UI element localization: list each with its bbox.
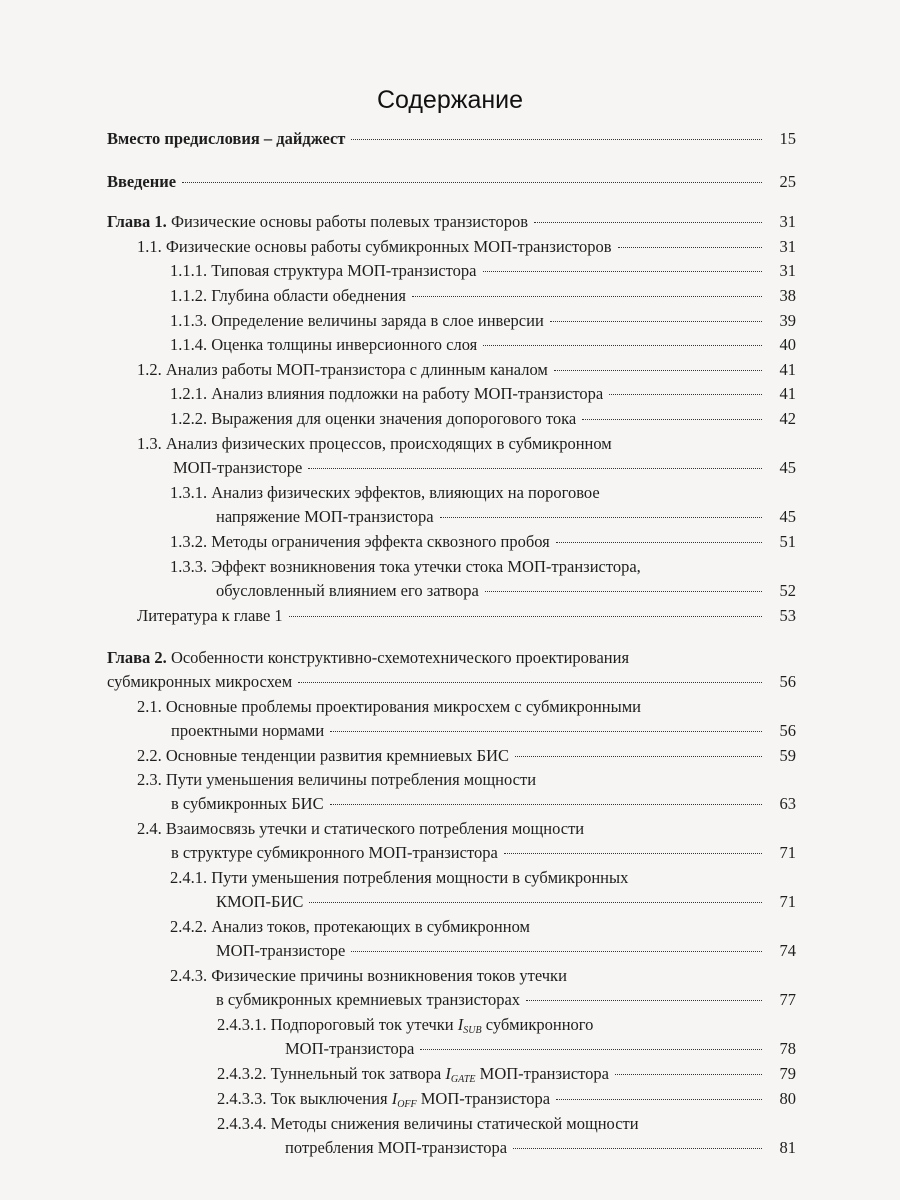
entry-title: Особенности конструктивно-схемотехнического проектирования [166, 648, 630, 667]
toc-entry [170, 964, 796, 1012]
entry-title-continued: в субмикронных БИС [171, 794, 324, 813]
page-number: 40 [779, 335, 796, 354]
page-number: 59 [779, 746, 796, 765]
toc-entry [170, 530, 796, 554]
page-number: 31 [779, 237, 796, 256]
entry-title: 2.4.2. Анализ токов, протекающих в субмикронном [170, 917, 530, 936]
current-symbol: I [457, 1015, 464, 1034]
current-symbol: I [391, 1089, 398, 1108]
entry-title: 1.3.2. Методы ограничения эффекта сквозного пробоя [170, 532, 550, 551]
entry-title: Вместо предисловия – дайджест [107, 129, 346, 148]
toc-entry [170, 481, 796, 529]
toc-entry [170, 309, 796, 333]
page-number: 56 [779, 721, 796, 740]
toc-entry [170, 555, 796, 603]
entry-title: 2.4.3.2. Туннельный ток затвора [217, 1064, 446, 1083]
entry-title: 1.2. Анализ работы МОП-транзистора с длинным каналом [137, 360, 548, 379]
page-number: 45 [779, 458, 796, 477]
entry-title-continued: МОП-транзисторе [173, 458, 303, 477]
toc-entry [107, 127, 796, 151]
entry-title: Введение [107, 172, 177, 191]
page-number: 81 [779, 1138, 796, 1157]
page-number: 25 [779, 172, 796, 191]
toc-entry [137, 358, 796, 382]
page-number: 42 [779, 409, 796, 428]
page-number: 52 [779, 581, 796, 600]
entry-title: 1.2.2. Выражения для оценки значения допорогового тока [170, 409, 577, 428]
toc-entry [217, 1062, 796, 1086]
entry-title: 2.4.1. Пути уменьшения потребления мощности в субмикронных [170, 868, 629, 887]
page-title: Содержание [376, 86, 524, 114]
entry-title: 2.1. Основные проблемы проектирования микросхем с субмикронными [137, 697, 641, 716]
entry-title: 1.2.1. Анализ влияния подложки на работу МОП-транзистора [170, 384, 604, 403]
toc-entry [137, 744, 796, 768]
page-number: 41 [779, 384, 796, 403]
entry-title: 2.4.3.4. Методы снижения величины статической мощности [217, 1114, 639, 1133]
entry-title: 1.1.1. Типовая структура МОП-транзистора [170, 261, 477, 280]
chapter-label: Глава 1. [107, 212, 167, 231]
toc-entry [137, 768, 796, 816]
toc-entry [170, 259, 796, 283]
page-number: 79 [779, 1064, 796, 1083]
page-number: 77 [779, 990, 796, 1009]
toc-entry [137, 695, 796, 743]
toc-entry [170, 407, 796, 431]
page-number: 39 [779, 311, 796, 330]
entry-title: 2.4.3.3. Ток выключения [217, 1089, 392, 1108]
entry-title-continued: МОП-транзистора [285, 1039, 415, 1058]
current-subscript: OFF [397, 1099, 417, 1110]
toc-entry [107, 170, 796, 194]
page-number: 31 [779, 261, 796, 280]
toc-entry [137, 817, 796, 865]
toc-entry [137, 235, 796, 259]
entry-title-continued: МОП-транзисторе [216, 941, 346, 960]
entry-title-continued: потребления МОП-транзистора [285, 1138, 508, 1157]
toc-entry-chapter [107, 210, 796, 234]
entry-title: 2.4.3.1. Подпороговый ток утечки [217, 1015, 458, 1034]
entry-title: 2.4.3. Физические причины возникновения токов утечки [170, 966, 567, 985]
page-number: 41 [779, 360, 796, 379]
toc-entry-chapter [107, 646, 796, 694]
toc-entry [217, 1112, 796, 1160]
page-number: 56 [779, 672, 796, 691]
entry-title-continued: напряжение МОП-транзистора [216, 507, 434, 526]
current-symbol: I [445, 1064, 451, 1083]
toc-entry [217, 1013, 796, 1061]
toc-entry [170, 866, 796, 914]
entry-title: 1.3. Анализ физических процессов, происходящих в субмикронном [137, 434, 612, 453]
entry-title-continued: обусловленный влиянием его затвора [216, 581, 479, 600]
toc-entry [170, 382, 796, 406]
entry-title: 2.4. Взаимосвязь утечки и статического потребления мощности [137, 819, 585, 838]
page-number: 38 [779, 286, 796, 305]
entry-title: Физические основы работы полевых транзисторов [166, 212, 528, 231]
toc-entry [137, 604, 796, 628]
entry-title-tail: МОП-транзистора [475, 1064, 609, 1083]
toc-entry [170, 915, 796, 963]
entry-title-continued: проектными нормами [171, 721, 325, 740]
entry-title-tail: субмикронного [481, 1015, 594, 1034]
entry-title-continued: КМОП-БИС [216, 892, 304, 911]
page-number: 51 [779, 532, 796, 551]
page-number: 53 [779, 606, 796, 625]
entry-title-continued: субмикронных микросхем [107, 672, 293, 691]
entry-title: 2.2. Основные тенденции развития кремниевых БИС [137, 746, 510, 765]
page-number: 45 [779, 507, 796, 526]
toc-entry [170, 284, 796, 308]
toc-entry [217, 1087, 796, 1111]
page-number: 71 [779, 843, 796, 862]
toc-entry [137, 432, 796, 480]
entry-title: Литература к главе 1 [137, 606, 283, 625]
toc-entry [170, 333, 796, 357]
page-number: 74 [779, 941, 796, 960]
chapter-label: Глава 2. [107, 648, 167, 667]
page-number: 78 [779, 1039, 796, 1058]
current-subscript: SUB [463, 1025, 482, 1036]
page-number: 31 [779, 212, 796, 231]
page-number: 71 [779, 892, 796, 911]
entry-title-tail: МОП-транзистора [416, 1089, 551, 1108]
page-number: 15 [779, 129, 796, 148]
entry-title: 1.3.3. Эффект возникновения тока утечки стока МОП-транзистора, [170, 557, 641, 576]
entry-title: 1.1.3. Определение величины заряда в слое инверсии [170, 311, 544, 330]
entry-title: 1.3.1. Анализ физических эффектов, влияющих на пороговое [170, 483, 600, 502]
page-number: 80 [779, 1089, 796, 1108]
entry-title: 1.1.4. Оценка толщины инверсионного слоя [170, 335, 478, 354]
page-number: 63 [779, 794, 796, 813]
entry-title-continued: в субмикронных кремниевых транзисторах [216, 990, 521, 1009]
entry-title: 2.3. Пути уменьшения величины потребления мощности [137, 770, 537, 789]
entry-title: 1.1.2. Глубина области обеднения [170, 286, 406, 305]
entry-title-continued: в структуре субмикронного МОП-транзистора [171, 843, 498, 862]
current-subscript: GATE [450, 1074, 476, 1085]
entry-title: 1.1. Физические основы работы субмикронных МОП-транзисторов [137, 237, 612, 256]
